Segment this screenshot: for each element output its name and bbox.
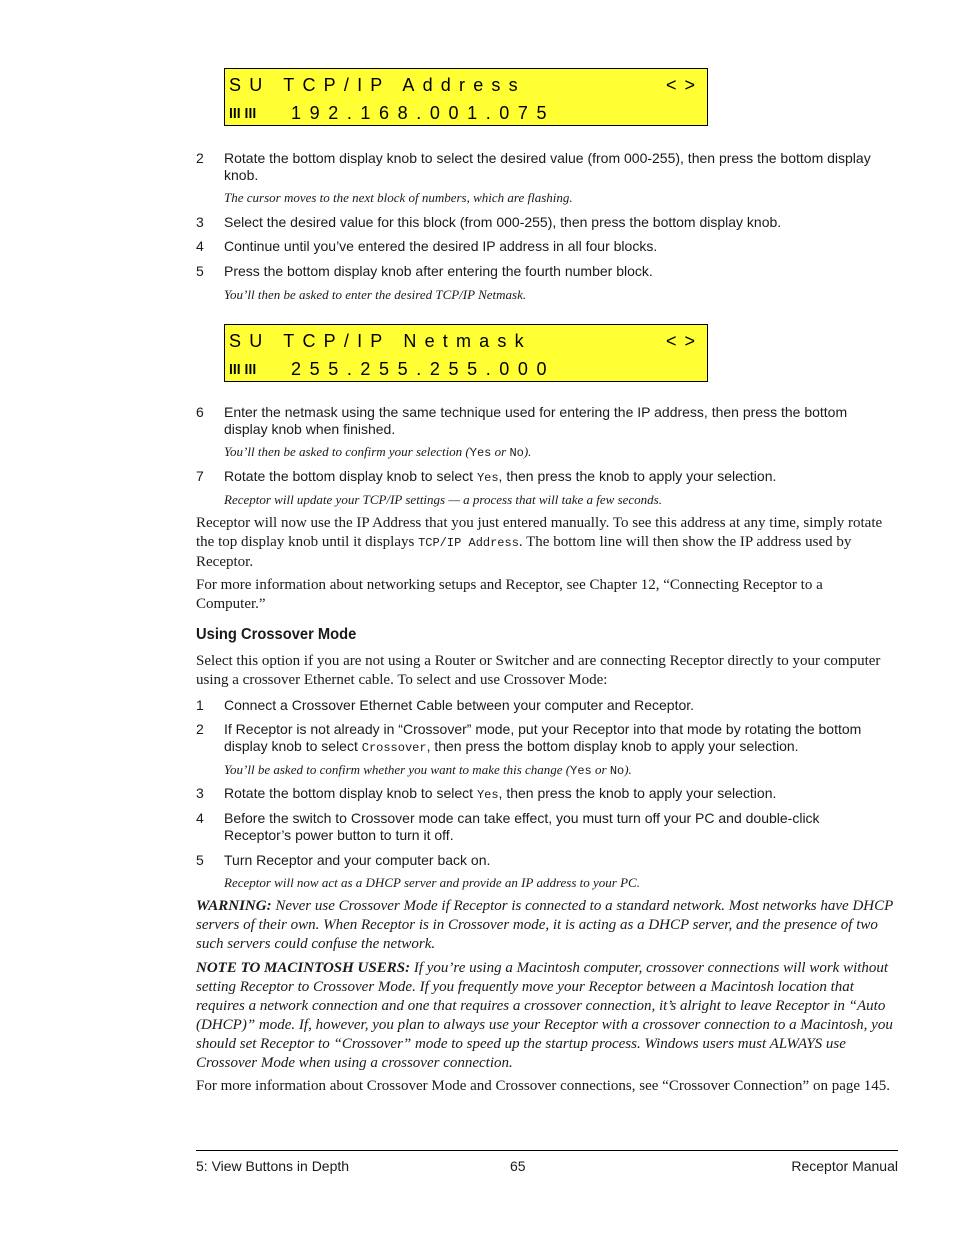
code-crossover: Crossover <box>361 741 427 755</box>
step-number: 4 <box>196 238 204 254</box>
step-text: If Receptor is not already in “Crossover” mode, put your Receptor into that mode by rotating the bottom display knob to select Crossover, then press the bottom display knob to apply your selection. <box>224 721 862 755</box>
mac-note-label: NOTE TO MACINTOSH USERS: <box>196 960 411 976</box>
code-no: No <box>609 764 625 778</box>
lcd-menu-title: SU TCP/IP Netmask <box>229 331 532 351</box>
code-no: No <box>509 446 524 460</box>
step-note: The cursor moves to the next block of numbers, which are flashing. <box>224 190 573 205</box>
body-paragraph: For more information about networking setups and Receptor, see Chapter 12, “Connecting Receptor to a Computer.” <box>196 577 823 612</box>
step-text: Before the switch to Crossover mode can take effect, you must turn off your PC and double-click Receptor’s power button to turn it off. <box>224 810 820 843</box>
step-note: You’ll be asked to confirm whether you want to make this change (Yes or No). <box>224 762 632 778</box>
lcd-value: 255.255.255.000 <box>291 359 556 379</box>
mac-note-paragraph: NOTE TO MACINTOSH USERS: If you’re using a Macintosh computer, crossover connections will work without setting Receptor to Crossover Mode. If you frequently move your Receptor between a Macintosh location that requires a network connection and one that requires a crossover connection, it’s alright to leave Receptor in “Auto (DHCP)” mode. If, however, you plan to always use your Receptor with a crossover connection to a Macintosh, you should set Receptor to “Crossover” mode to speed up the startup process. Windows users must ALWAYS use Crossover Mode when using a crossover connection. <box>196 960 893 1071</box>
lcd-arrows: <> <box>665 331 703 351</box>
lcd-display-tcp-ip-netmask <box>224 324 708 382</box>
step-number: 3 <box>196 214 204 230</box>
step-number: 2 <box>196 721 204 737</box>
lcd-value: 192.168.001.075 <box>291 103 556 123</box>
footer-page-number: 65 <box>510 1158 526 1174</box>
step-number: 3 <box>196 785 204 801</box>
lcd-bars-icon: lll lll <box>229 361 257 377</box>
code-tcp-ip-address: TCP/IP Address <box>418 536 519 550</box>
lcd-menu-title: SU TCP/IP Address <box>229 75 526 95</box>
code-yes: Yes <box>570 764 592 778</box>
body-paragraph: Receptor will now use the IP Address that you just entered manually. To see this address at any time, simply rotate the top display knob until it displays TCP/IP Address. The bottom line will then show the IP address used by Receptor. <box>196 515 883 570</box>
step-text: Continue until you’ve entered the desired IP address in all four blocks. <box>224 238 658 254</box>
step-text: Select the desired value for this block (from 000-255), then press the bottom display knob. <box>224 214 782 230</box>
step-number: 1 <box>196 697 204 713</box>
code-yes: Yes <box>476 788 499 802</box>
warning-paragraph: WARNING: Never use Crossover Mode if Receptor is connected to a standard network. Most networks have DHCP servers of their own. When Receptor is in Crossover mode, it is acting as a DHCP server, and the presence of two such servers could confuse the network. <box>196 898 894 952</box>
code-yes: Yes <box>469 446 492 460</box>
step-number: 2 <box>196 150 204 166</box>
lcd-line-1 <box>229 71 703 99</box>
step-text: Enter the netmask using the same technique used for entering the IP address, then press the bottom display knob when finished. <box>224 404 848 437</box>
lcd-line-2 <box>229 99 703 127</box>
step-text: Connect a Crossover Ethernet Cable between your computer and Receptor. <box>224 697 695 713</box>
step-text: Press the bottom display knob after entering the fourth number block. <box>224 263 653 279</box>
step-note: Receptor will now act as a DHCP server and provide an IP address to your PC. <box>224 875 640 890</box>
footer-manual-title: Receptor Manual <box>791 1158 898 1174</box>
warning-label: WARNING: <box>196 898 272 914</box>
body-paragraph: Select this option if you are not using a Router or Switcher and are connecting Receptor directly to your computer using a crossover Ethernet cable. To select and use Crossover Mode: <box>196 653 881 688</box>
step-number: 6 <box>196 404 204 420</box>
lcd-display-tcp-ip-address <box>224 68 708 126</box>
step-number: 5 <box>196 263 204 279</box>
step-note: You’ll then be asked to confirm your selection (Yes or No). <box>224 444 532 460</box>
lcd-line-1 <box>229 327 703 355</box>
body-paragraph: For more information about Crossover Mode and Crossover connections, see “Crossover Connection” on page 145. <box>196 1078 891 1094</box>
lcd-line-2 <box>229 355 703 383</box>
step-number: 7 <box>196 468 204 484</box>
step-number: 5 <box>196 852 204 868</box>
section-heading: Using Crossover Mode <box>196 626 357 643</box>
lcd-bars-icon: lll lll <box>229 105 257 121</box>
step-text: Rotate the bottom display knob to select Yes, then press the knob to apply your selection. <box>224 468 777 485</box>
step-text: Rotate the bottom display knob to select Yes, then press the knob to apply your selection. <box>224 785 777 802</box>
step-note: Receptor will update your TCP/IP settings — a process that will take a few seconds. <box>224 492 662 507</box>
footer-chapter: 5: View Buttons in Depth <box>196 1158 350 1174</box>
footer-rule <box>196 1150 898 1151</box>
step-text: Rotate the bottom display knob to select the desired value (from 000-255), then press the bottom display knob. <box>224 150 871 183</box>
lcd-arrows: <> <box>665 75 703 95</box>
step-number: 4 <box>196 810 204 826</box>
step-text: Turn Receptor and your computer back on. <box>224 852 491 868</box>
code-yes: Yes <box>476 471 499 485</box>
step-note: You’ll then be asked to enter the desired TCP/IP Netmask. <box>224 287 527 302</box>
